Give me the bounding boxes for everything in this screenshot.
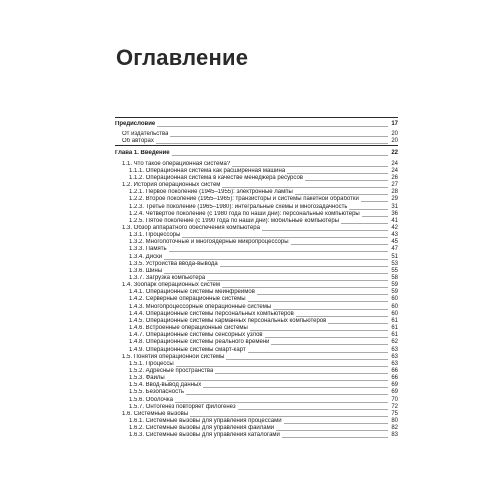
toc-page-number: 27 — [391, 182, 398, 189]
toc-entry-title: 1.3.2. Многопоточные и многоядерные микропроцессоры — [129, 239, 289, 246]
toc-page-number: 61 — [391, 325, 398, 332]
toc-entry-title: 1.4.6. Встроенные операционные системы — [129, 325, 248, 332]
toc-page-number: 17 — [391, 121, 398, 127]
toc-entry-title: 1.1.2. Операционная система в качестве менеджера ресурсов — [129, 174, 303, 181]
toc-entry-title: 1.3.1. Процессоры — [129, 232, 181, 239]
toc-entry-title: 1.1. Что такое операционная система? — [122, 160, 231, 167]
toc-page-number: 82 — [391, 425, 398, 432]
toc-page-number: 31 — [391, 203, 398, 210]
toc-page-number: 29 — [391, 196, 398, 203]
dot-leader — [157, 126, 388, 127]
toc-entry-title: 1.4.1. Операционные системы мейнфреймов — [129, 289, 255, 296]
toc-entry-title: 1.6.2. Системные вызовы для управления файлами — [129, 425, 275, 432]
toc-entry-title: 1.4.9. Операционные системы смарт-карт — [129, 346, 246, 353]
toc-page-number: 28 — [391, 189, 398, 196]
toc-page-number: 59 — [391, 289, 398, 296]
toc-entry-title: 1.6.1. Системные вызовы для управления процессами — [129, 418, 282, 424]
toc-entry-title: 1.3.6. Шины — [129, 267, 163, 274]
toc-entry-title: 1.5.3. Файлы — [129, 375, 165, 382]
toc-page-number: 66 — [391, 375, 398, 382]
toc-entry-title: 1.2.4. Четвертое поколение (с 1980 года по наши дни): персональные компьютеры — [129, 210, 360, 217]
toc-entry-title: 1.5.1. Процессы — [129, 360, 174, 367]
toc-page-number: 60 — [391, 303, 398, 310]
toc-entry-title: 1.2. История операционных систем — [122, 182, 221, 189]
toc-entry-title: 1.3.5. Устройства ввода-вывода — [129, 260, 218, 267]
toc-page-number: 60 — [391, 310, 398, 317]
toc-entry-title: 1.4.7. Операционные системы сенсорных узлов — [129, 332, 263, 339]
toc-entry — [129, 430, 398, 439]
toc-entry — [122, 136, 398, 145]
toc-entry-title: 1.5.4. Ввод-вывод данных — [129, 382, 202, 389]
toc-page-number: 63 — [391, 360, 398, 367]
toc-page-number: 47 — [391, 246, 398, 253]
toc-entry-title: 1.6.3. Системные вызовы для управления каталогами — [129, 432, 280, 439]
toc-page-number: 66 — [391, 367, 398, 374]
toc-entry-title: 1.3.4. Диски — [129, 253, 163, 260]
toc-page-number: 63 — [391, 346, 398, 353]
toc-page-number: 61 — [391, 317, 398, 324]
toc-page-number: 62 — [391, 339, 398, 346]
toc-entry-title: 1.2.1. Первое поколение (1945–1955): электронные лампы — [129, 189, 293, 196]
dot-leader — [156, 143, 388, 144]
toc-page-number: 20 — [391, 131, 398, 138]
toc-page-number: 55 — [391, 267, 398, 274]
toc-entry-title: 1.4. Зоопарк операционных систем — [122, 282, 221, 289]
toc-page-number: 24 — [391, 160, 398, 167]
toc-page-number: 70 — [391, 396, 398, 403]
toc-entry-title: 1.2.5. Пятое поколение (с 1990 года по наши дни): мобильные компьютеры — [129, 217, 340, 224]
toc-page-number: 75 — [391, 410, 398, 417]
toc-page-number: 36 — [391, 210, 398, 217]
toc-page-number: 72 — [391, 403, 398, 410]
toc-heading — [115, 119, 398, 128]
toc-entry-title: 1.3.3. Память — [129, 246, 167, 253]
toc-entry-title: 1.4.8. Операционные системы реального времени — [129, 339, 270, 346]
toc-entry-title: Глава 1. Введение — [115, 150, 170, 157]
toc-entry-title: 1.6. Системные вызовы — [122, 410, 189, 417]
toc-page-number: 24 — [391, 167, 398, 174]
toc-page-number: 63 — [391, 353, 398, 360]
toc-entry-title: Предисловие — [115, 121, 156, 127]
toc-page-number: 61 — [391, 332, 398, 339]
toc-entry-title: 1.5. Понятия операционной системы — [122, 353, 225, 360]
toc-entry-title: От издательства — [122, 131, 169, 138]
toc-entry-title: 1.5.7. Онтогенез повторяет филогенез — [129, 403, 236, 410]
toc-page-number: 42 — [391, 224, 398, 231]
toc-page-number: 58 — [391, 275, 398, 281]
toc-page-number: 53 — [391, 260, 398, 267]
toc-entry-title: 1.4.5. Операционные системы карманных персональных компьютеров — [129, 317, 327, 324]
toc-page-number: 43 — [391, 232, 398, 239]
toc-entry-title: 1.5.6. Оболочка — [129, 396, 173, 403]
toc-page-number: 41 — [391, 217, 398, 224]
toc-page-number: 59 — [391, 282, 398, 289]
toc-entry-title: 1.3.7. Загрузка компьютера — [129, 275, 206, 281]
toc-entry-title: 1.2.3. Третье поколение (1965–1980): интегральные схемы и многозадачность — [129, 203, 348, 210]
toc-entry-title: 1.2.2. Второе поколение (1955–1965): транзисторы и системы пакетной обработки — [129, 196, 359, 203]
toc-entry-title: 1.1.1. Операционная система как расширенная машина — [129, 167, 286, 174]
toc-page-number: 83 — [391, 432, 398, 439]
toc-page-number: 45 — [391, 239, 398, 246]
toc-heading — [115, 148, 398, 157]
dot-leader — [172, 155, 388, 156]
page-title: Оглавление — [116, 45, 249, 70]
toc-page-number: 22 — [391, 150, 398, 157]
toc-page-number: 26 — [391, 174, 398, 181]
toc-page-number: 51 — [391, 253, 398, 260]
toc-entry-title: 1.5.5. Безопасность — [129, 389, 184, 396]
toc-page-number: 60 — [391, 296, 398, 303]
toc-entry-title: 1.3. Обзор аппаратного обеспечения компьютера — [122, 224, 260, 231]
dot-leader — [282, 437, 388, 438]
toc-page-number: 80 — [391, 418, 398, 424]
toc-entry-title: 1.4.3. Многопроцессорные операционные системы — [129, 303, 272, 310]
section-divider — [115, 145, 398, 146]
toc-entry-title: 1.4.2. Серверные операционные системы — [129, 296, 246, 303]
toc-page-number: 20 — [391, 138, 398, 145]
toc-entry-title: 1.5.2. Адресные пространства — [129, 367, 214, 374]
toc-page-number: 69 — [391, 389, 398, 396]
table-of-contents — [115, 117, 398, 439]
toc-entry-title: Об авторах — [122, 138, 154, 145]
toc-entry-title: 1.4.4. Операционные системы персональных компьютеров — [129, 310, 294, 317]
toc-page-number: 69 — [391, 382, 398, 389]
